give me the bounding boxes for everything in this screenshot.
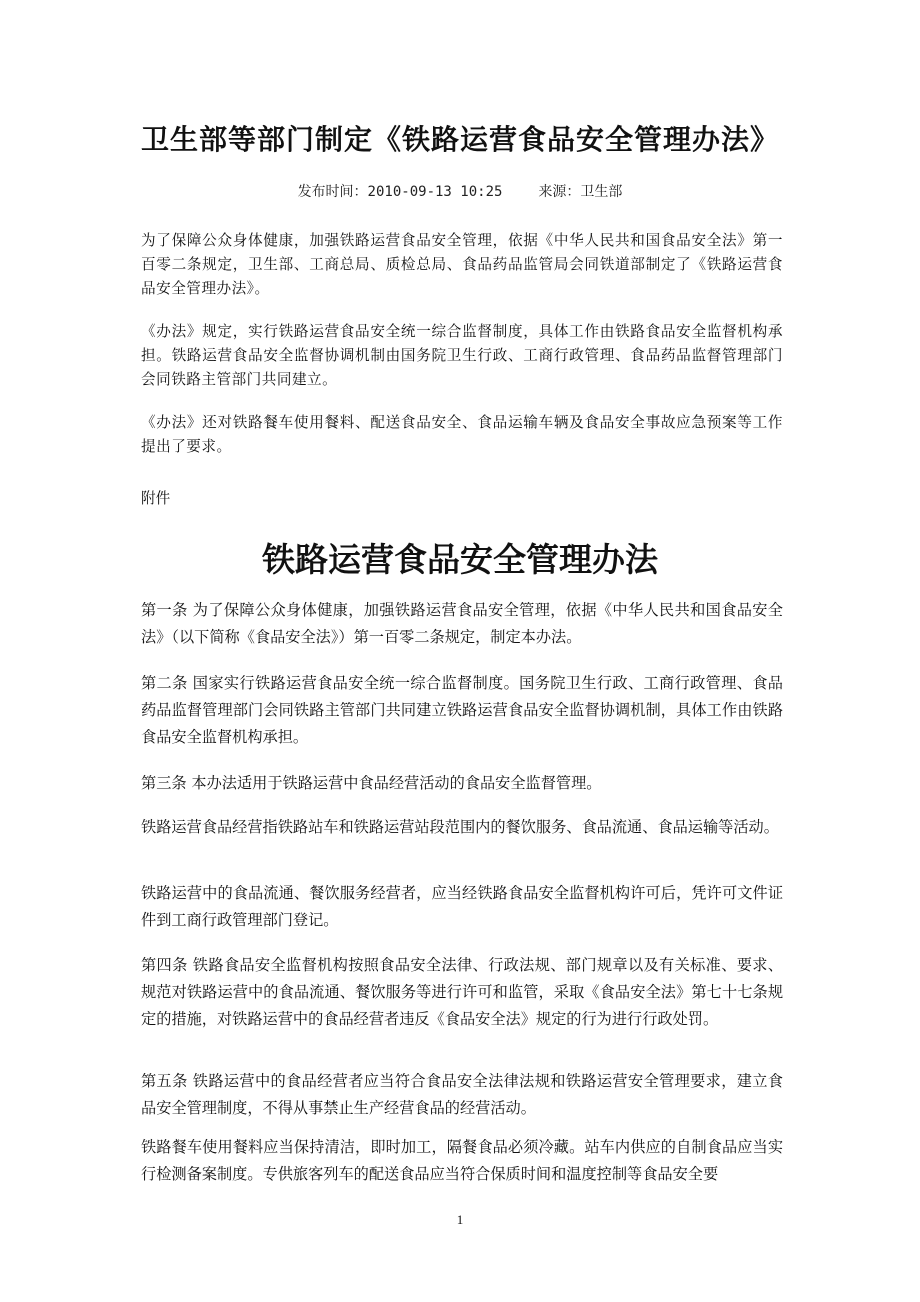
publish-meta [0,181,920,201]
article-2: 第二条 国家实行铁路运营食品安全统一综合监督制度。国务院卫生行政、工商行政管理、食品药品监督管理部门会同铁路主管部门共同建立铁路运营食品安全监督协调机制，具体工作由铁路食品安全监督机构承担。 [141,674,783,746]
article-1: 第一条 为了保障公众身体健康，加强铁路运营食品安全管理，依据《中华人民共和国食品安全法》（以下简称《食品安全法》）第一百零二条规定，制定本办法。 [141,601,783,646]
article-3-para-3: 铁路运营中的食品流通、餐饮服务经营者，应当经铁路食品安全监督机构许可后，凭许可文件证件到工商行政管理部门登记。 [141,884,783,929]
intro-paragraph-2: 《办法》规定，实行铁路运营食品安全统一综合监督制度，具体工作由铁路食品安全监督机构承担。铁路运营食品安全监督协调机制由国务院卫生行政、工商行政管理、食品药品监督管理部门会同铁路主管部门共同建立。 [141,323,783,388]
news-title: 卫生部等部门制定《铁路运营食品安全管理办法》 [140,123,779,156]
article-5: 第五条 铁路运营中的食品经营者应当符合食品安全法律法规和铁路运营安全管理要求，建立食品安全管理制度，不得从事禁止生产经营食品的经营活动。 [141,1072,783,1117]
article-3: 第三条 本办法适用于铁路运营中食品经营活动的食品安全监督管理。 [141,774,602,792]
source: 来源：卫生部 [538,184,623,200]
intro-paragraph-1: 为了保障公众身体健康，加强铁路运营食品安全管理，依据《中华人民共和国食品安全法》第一百零二条规定，卫生部、工商总局、质检总局、食品药品监管局会同铁道部制定了《铁路运营食品安全管理办法》。 [141,232,783,297]
article-3-para-2: 铁路运营食品经营指铁路站车和铁路运营站段范围内的餐饮服务、食品流通、食品运输等活动。 [141,818,779,836]
page-number: 1 [456,1212,464,1227]
article-4: 第四条 铁路食品安全监督机构按照食品安全法律、行政法规、部门规章以及有关标准、要求、规范对铁路运营中的食品流通、餐饮服务等进行许可和监管，采取《食品安全法》第七十七条规定的措施，对铁路运营中的食品经营者违反《食品安全法》规定的行为进行行政处罚。 [141,956,783,1028]
publish-time: 发布时间：2010-09-13 10:25 [297,184,503,200]
document-title: 铁路运营食品安全管理办法 [262,540,658,579]
article-5-para-2: 铁路餐车使用餐料应当保持清洁，即时加工，隔餐食品必须冷藏。站车内供应的自制食品应当实行检测备案制度。专供旅客列车的配送食品应当符合保质时间和温度控制等食品安全要 [141,1138,783,1183]
attachment-label: 附件 [141,490,171,507]
intro-paragraph-3: 《办法》还对铁路餐车使用餐料、配送食品安全、食品运输车辆及食品安全事故应急预案等工作提出了要求。 [141,414,783,455]
